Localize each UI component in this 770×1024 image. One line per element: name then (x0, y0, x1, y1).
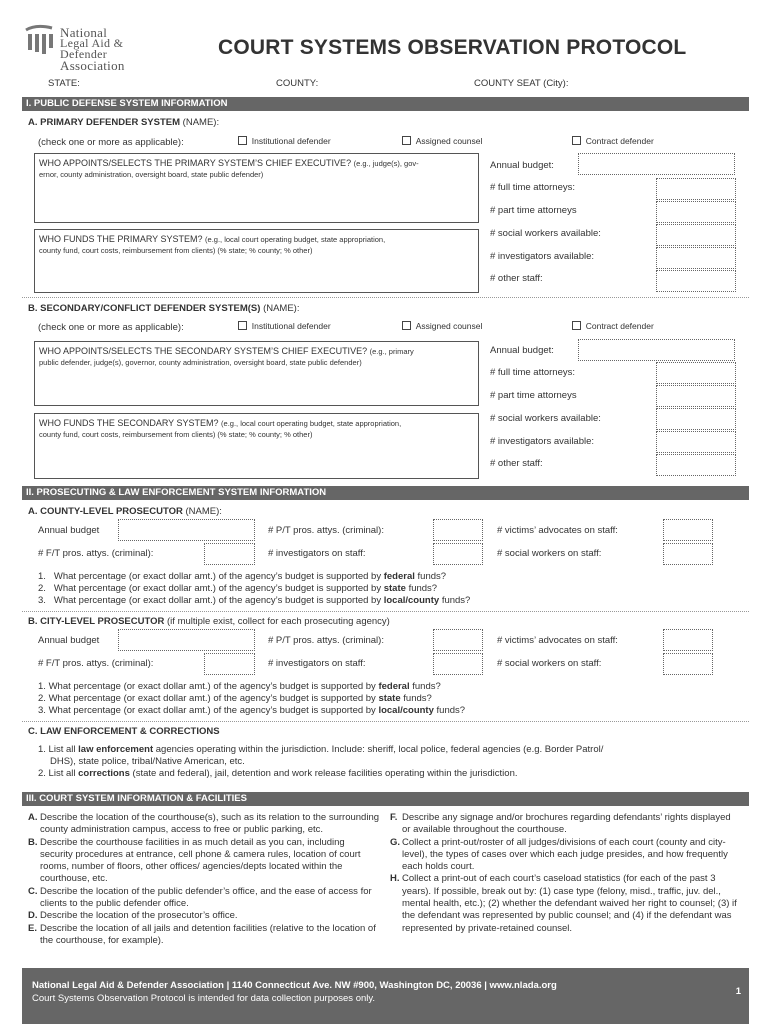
list-item (38, 595, 470, 607)
question-hint: county fund, court costs, reimbursement from clients) (% state; % county; % other) (39, 246, 313, 255)
law-enforcement-list (38, 744, 743, 780)
investigators-label: # investigators available: (490, 436, 595, 447)
social-workers-field[interactable] (663, 543, 713, 565)
list-item (38, 768, 743, 780)
question-hint: (e.g., judge(s), gov- (353, 159, 419, 168)
list-item (38, 705, 465, 717)
item-text: Describe any signage and/or brochures regarding defendants’ rights displayed or available throughout the courthouse. (402, 812, 731, 836)
item-prefix: 2. List all (38, 768, 76, 779)
court-tasks-right (390, 812, 740, 935)
item-text: Describe the location of the public defender’s office, and the ease of access for clients to the public defender office. (40, 885, 372, 910)
list-item (38, 681, 465, 693)
secondary-defender-heading (28, 303, 299, 314)
footer-address: National Legal Aid & Defender Association | 1140 Connecticut Ave. NW #900, Washington DC, 20036 | www.nlada.org (32, 980, 557, 991)
item-letter: E. (28, 922, 37, 934)
name-label: (NAME): (263, 303, 300, 314)
pt-pros-label: # P/T pros. attys. (criminal): (268, 635, 384, 646)
pt-pros-label: # P/T pros. attys. (criminal): (268, 525, 384, 536)
other-staff-field[interactable] (656, 454, 736, 476)
annual-budget-field[interactable] (118, 519, 255, 541)
divider (22, 721, 749, 722)
county-prosecutor-heading (28, 506, 222, 517)
investigators-label: # investigators on staff: (268, 548, 366, 559)
page-number: 1 (735, 986, 741, 997)
item-text: agencies operating within the jurisdiction. Include: sheriff, local police, federal agencies (e.g. Border Patrol/ (155, 744, 604, 755)
primary-appoints-box[interactable] (34, 153, 479, 223)
check-prompt: (check one or more as applicable): (38, 137, 184, 148)
emphasis: state (378, 693, 401, 704)
option-label: Contract defender (585, 136, 654, 146)
item-text: Describe the courthouse facilities in as much detail as you can, including security procedures at entrance, cell phone & camera rules, location of court rooms, number of floors, other offices/ agencies/depts located within the courthouse, etc. (40, 836, 361, 885)
option-institutional[interactable] (238, 321, 331, 331)
item-prefix: 1. List all (38, 744, 76, 755)
county-funding-questions (38, 571, 470, 607)
question-hint: ernor, county administration, oversight board, state public defender) (39, 170, 264, 179)
item-text: (state and federal), jail, detention and work release facilities operating within the jurisdiction. (132, 768, 518, 779)
list-item (28, 812, 380, 837)
emphasis: corrections (78, 768, 130, 779)
investigators-field[interactable] (656, 247, 736, 269)
checkbox[interactable] (238, 136, 247, 145)
pt-pros-field[interactable] (433, 629, 483, 651)
logo-line: Association (60, 58, 125, 73)
item-text: Describe the location of all jails and detention facilities (relative to the location of the courthouse, for example). (40, 922, 376, 946)
section-header-court-system: III. COURT SYSTEM INFORMATION & FACILITIES (22, 792, 749, 806)
item-number: 1. (38, 681, 46, 692)
footer (22, 968, 749, 1024)
logo-line: Legal Aid & (60, 36, 124, 50)
item-letter: D. (28, 910, 38, 922)
item-number: 3. (38, 595, 46, 606)
investigators-field[interactable] (433, 653, 483, 675)
list-item (28, 923, 380, 948)
heading-text: B. SECONDARY/CONFLICT DEFENDER SYSTEM(S) (28, 303, 261, 314)
option-label: Contract defender (585, 321, 654, 331)
list-item (390, 812, 740, 837)
divider (22, 297, 749, 298)
question-hint: (e.g., primary (369, 347, 414, 356)
pillars-icon (22, 22, 62, 62)
court-tasks-left (28, 812, 380, 947)
option-contract[interactable] (572, 321, 654, 331)
other-staff-field[interactable] (656, 270, 736, 292)
item-text: Describe the location of the courthouse(s), such as its relation to the surrounding county administration campus, access to free or public parking, etc. (40, 812, 380, 836)
option-label: Institutional defender (251, 136, 331, 146)
item-letter: C. (28, 885, 38, 897)
city-prosecutor-heading (28, 616, 390, 627)
page-title: COURT SYSTEMS OBSERVATION PROTOCOL (218, 36, 687, 59)
list-item (38, 693, 465, 705)
list-item (38, 583, 470, 595)
question-hint: (e.g., local court operating budget, state appropriation, (205, 235, 386, 244)
suffix: funds? (436, 705, 466, 716)
list-item (38, 571, 470, 583)
heading-text: A. COUNTY-LEVEL PROSECUTOR (28, 506, 183, 517)
suffix: funds? (417, 571, 447, 582)
ft-pros-label: # F/T pros. attys. (criminal): (38, 658, 154, 669)
question-text: What percentage (or exact dollar amt.) of the agency’s budget is supported by (53, 571, 382, 582)
logo-line: Defender (60, 47, 108, 61)
suffix: funds? (408, 583, 438, 594)
check-prompt: (check one or more as applicable): (38, 322, 184, 333)
list-item (38, 744, 743, 756)
heading-hint: (if multiple exist, collect for each prosecuting agency) (167, 616, 390, 627)
ft-attorneys-field[interactable] (656, 362, 736, 384)
heading-text: A. PRIMARY DEFENDER SYSTEM (28, 117, 181, 128)
name-label: (NAME): (182, 117, 220, 128)
investigators-label: # investigators on staff: (268, 658, 366, 669)
annual-budget-field[interactable] (578, 339, 735, 361)
list-item (28, 837, 380, 886)
list-item (28, 886, 380, 911)
primary-funds-box[interactable] (34, 229, 479, 293)
heading-text: C. LAW ENFORCEMENT & CORRECTIONS (28, 726, 220, 737)
emphasis: federal (383, 571, 415, 582)
social-workers-label: # social workers on staff: (497, 548, 602, 559)
victims-label: # victims’ advocates on staff: (497, 525, 618, 536)
heading-text: B. CITY-LEVEL PROSECUTOR (28, 616, 165, 627)
question-text: What percentage (or exact dollar amt.) of the agency’s budget is supported by (48, 693, 376, 704)
ft-attorneys-label: # full time attorneys: (490, 367, 576, 378)
victims-field[interactable] (663, 519, 713, 541)
social-workers-field[interactable] (663, 653, 713, 675)
victims-label: # victims’ advocates on staff: (497, 635, 618, 646)
item-number: 2. (38, 583, 46, 594)
item-text: Collect a print-out of each court’s caseload statistics (for each of the past 3 years). If possible, break out by: (1) case type (felony, misd., traffic, juv. del., mental health, etc.); (2) whether the defendant waived her right to counsel; (3) if the defendant was represented by public counsel; and (4) if the defendant was represented by private-retained counsel. (402, 873, 737, 934)
item-number: 3. (38, 705, 46, 716)
list-item-cont: DHS), state police, tribal/Native American, etc. (50, 756, 245, 767)
question-text: What percentage (or exact dollar amt.) of the agency’s budget is supported by (53, 583, 382, 594)
annual-budget-label: Annual budget (38, 635, 100, 646)
item-letter: G. (390, 836, 401, 848)
pt-attorneys-field[interactable] (656, 385, 736, 407)
secondary-appoints-box[interactable] (34, 341, 479, 406)
pt-attorneys-label: # part time attorneys (490, 205, 577, 216)
suffix: funds? (441, 595, 471, 606)
pt-attorneys-label: # part time attorneys (490, 390, 577, 401)
list-item (390, 837, 740, 874)
option-assigned[interactable] (402, 136, 482, 146)
social-workers-field[interactable] (656, 224, 736, 246)
social-workers-label: # social workers available: (490, 228, 601, 239)
option-label: Institutional defender (251, 321, 331, 331)
item-letter: A. (28, 812, 38, 823)
question-text: What percentage (or exact dollar amt.) of the agency’s budget is supported by (48, 681, 376, 692)
question-text: WHO APPOINTS/SELECTS THE PRIMARY SYSTEM’S CHIEF EXECUTIVE? (39, 158, 352, 168)
section-header-public-defense: I. PUBLIC DEFENSE SYSTEM INFORMATION (22, 97, 749, 111)
suffix: funds? (403, 693, 432, 704)
list-item (28, 910, 380, 922)
emphasis: law enforcement (78, 744, 154, 755)
annual-budget-label: Annual budget (38, 525, 100, 536)
list-item (390, 873, 740, 934)
annual-budget-label: Annual budget: (490, 160, 554, 171)
divider (22, 611, 749, 612)
item-text: Describe the location of the prosecutor’s office. (40, 910, 238, 922)
item-letter: B. (28, 836, 38, 848)
social-workers-field[interactable] (656, 408, 736, 430)
question-hint: public defender, judge(s), governor, county administration, oversight board, state public defender) (39, 358, 362, 367)
investigators-field[interactable] (656, 431, 736, 453)
section-header-prosecuting: II. PROSECUTING & LAW ENFORCEMENT SYSTEM INFORMATION (22, 486, 749, 500)
checkbox[interactable] (572, 321, 581, 330)
annual-budget-field[interactable] (118, 629, 255, 651)
name-label: (NAME): (185, 506, 222, 517)
county-seat-label: COUNTY SEAT (City): (474, 78, 569, 89)
item-number: 2. (38, 693, 46, 704)
social-workers-label: # social workers available: (490, 413, 601, 424)
item-letter: H. (390, 873, 400, 885)
question-text: What percentage (or exact dollar amt.) of the agency’s budget is supported by (48, 705, 376, 716)
other-staff-label: # other staff: (490, 273, 543, 284)
ft-pros-field[interactable] (204, 653, 255, 675)
ft-attorneys-field[interactable] (656, 178, 736, 200)
checkbox[interactable] (402, 136, 411, 145)
emphasis: federal (378, 681, 410, 692)
item-letter: F. (390, 812, 398, 823)
option-assigned[interactable] (402, 321, 482, 331)
question-hint: county fund, court costs, reimbursement from clients) (% state; % county; % other) (39, 430, 313, 439)
social-workers-label: # social workers on staff: (497, 658, 602, 669)
emphasis: local/county (383, 595, 440, 606)
footer-disclaimer: Court Systems Observation Protocol is intended for data collection purposes only. (32, 993, 376, 1004)
question-text: What percentage (or exact dollar amt.) of the agency’s budget is supported by (53, 595, 382, 606)
victims-field[interactable] (663, 629, 713, 651)
primary-defender-heading (28, 117, 219, 128)
other-staff-label: # other staff: (490, 458, 543, 469)
ft-pros-label: # F/T pros. attys. (criminal): (38, 548, 154, 559)
ft-pros-field[interactable] (204, 543, 255, 565)
option-label: Assigned counsel (415, 321, 483, 331)
county-label: COUNTY: (276, 78, 319, 89)
question-hint: (e.g., local court operating budget, state appropriation, (221, 419, 402, 428)
logo-line: National (60, 25, 108, 40)
state-label: STATE: (48, 78, 80, 89)
secondary-funds-box[interactable] (34, 413, 479, 479)
emphasis: state (383, 583, 406, 594)
item-text: Collect a print-out/roster of all judges/divisions of each court (county and city-level), the types of cases over which each judge presides, and how frequently each holds court. (402, 836, 728, 873)
suffix: funds? (412, 681, 441, 692)
question-text: WHO APPOINTS/SELECTS THE SECONDARY SYSTEM’S CHIEF EXECUTIVE? (39, 346, 368, 356)
question-text: WHO FUNDS THE SECONDARY SYSTEM? (39, 418, 219, 428)
annual-budget-field[interactable] (578, 153, 735, 175)
option-contract[interactable] (572, 136, 654, 146)
item-number: 1. (38, 571, 46, 582)
emphasis: local/county (378, 705, 434, 716)
checkbox[interactable] (402, 321, 411, 330)
option-institutional[interactable] (238, 136, 331, 146)
city-funding-questions (38, 681, 465, 717)
annual-budget-label: Annual budget: (490, 345, 554, 356)
investigators-field[interactable] (433, 543, 483, 565)
question-text: WHO FUNDS THE PRIMARY SYSTEM? (39, 234, 203, 244)
checkbox[interactable] (572, 136, 581, 145)
checkbox[interactable] (238, 321, 247, 330)
ft-attorneys-label: # full time attorneys: (490, 182, 576, 193)
logo-wordmark (60, 27, 125, 71)
pt-pros-field[interactable] (433, 519, 483, 541)
investigators-label: # investigators available: (490, 251, 595, 262)
law-enforcement-heading (28, 726, 220, 737)
pt-attorneys-field[interactable] (656, 201, 736, 223)
option-label: Assigned counsel (415, 136, 483, 146)
